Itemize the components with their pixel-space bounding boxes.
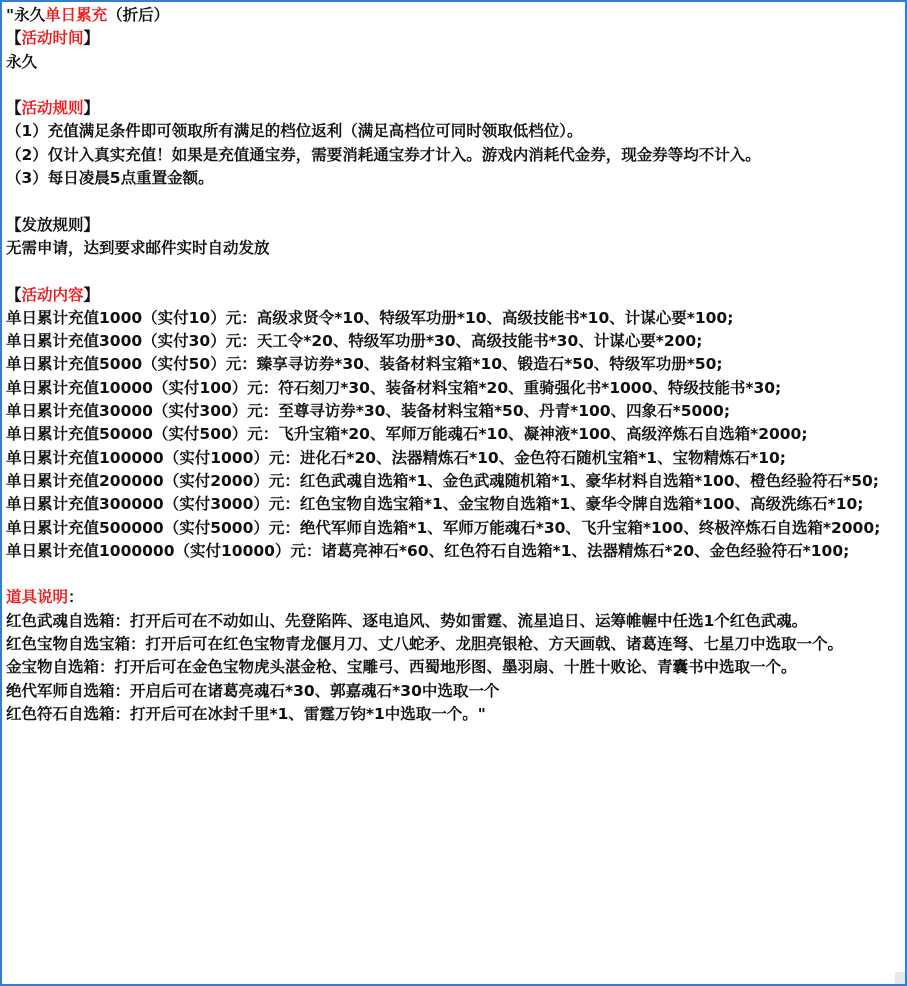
tier-line: 单日累计充值500000（实付5000）元：绝代军师自选箱*1、军师万能魂石*30、飞升宝箱*100、终极淬炼石自选箱*2000;: [6, 518, 881, 537]
bracket-open: 【: [6, 29, 22, 48]
tier-line: 单日累计充值1000（实付10）元：高级求贤令*10、特级军功册*10、高级技能书*10、计谋心要*100;: [6, 308, 734, 327]
content-heading: [6, 284, 896, 307]
rules-heading: [6, 97, 896, 120]
spacer: [6, 260, 896, 283]
rule-item: （3）每日凌晨5点重置金额。: [6, 169, 214, 188]
content-heading-text: 活动内容: [21, 285, 84, 304]
item-entry: 红色宝物自选宝箱：打开后可在红色宝物青龙偃月刀、丈八蛇矛、龙胆亮银枪、方天画戟、诸葛连弩、七星刀中选取一个。: [6, 635, 844, 654]
time-heading: [6, 27, 896, 50]
tier-line: 单日累计充值300000（实付3000）元：红色宝物自选宝箱*1、金宝物自选箱*1、豪华令牌自选箱*100、高级洗练石*10;: [6, 495, 864, 514]
document-content: [6, 4, 896, 726]
bracket-close: 】: [83, 285, 100, 304]
tier-line: 单日累计充值10000（实付100）元：符石刻刀*30、装备材料宝箱*20、重骑强化书*1000、特级技能书*30;: [6, 378, 782, 397]
time-heading-text: 活动时间: [21, 29, 84, 48]
time-body: 永久: [6, 52, 38, 71]
tier-line: 单日累计充值3000（实付30）元：天工令*20、特级军功册*30、高级技能书*30、计谋心要*200;: [6, 332, 703, 351]
tier-line: 单日累计充值100000（实付1000）元：进化石*20、法器精炼石*10、金色符石随机宝箱*1、宝物精炼石*10;: [6, 448, 786, 467]
tier-line: 单日累计充值5000（实付50）元：臻享寻访券*30、装备材料宝箱*10、锻造石*50、特级军功册*50;: [6, 355, 723, 374]
distribution-heading: 【发放规则】: [6, 215, 100, 234]
items-heading-text: 道具说明: [6, 588, 69, 607]
distribution-body: 无需申请，达到要求邮件实时自动发放: [6, 238, 270, 257]
bracket-open: 【: [6, 99, 22, 118]
tier-line: 单日累计充值1000000（实付10000）元：诸葛亮神石*60、红色符石自选箱*1、法器精炼石*20、金色经验符石*100;: [6, 541, 850, 560]
bracket-open: 【: [6, 285, 22, 304]
rules-heading-text: 活动规则: [21, 99, 84, 118]
item-entry: 金宝物自选箱：打开后可在金色宝物虎头湛金枪、宝雕弓、西蜀地形图、墨羽扇、十胜十败论、青囊书中选取一个。: [6, 658, 797, 677]
tier-line: 单日累计充值200000（实付2000）元：红色武魂自选箱*1、金色武魂随机箱*1、豪华材料自选箱*100、橙色经验符石*50;: [6, 471, 879, 490]
tier-line: 单日累计充值30000（实付300）元：至尊寻访券*30、装备材料宝箱*50、丹青*100、四象石*5000;: [6, 402, 731, 421]
rule-item: （1）充值满足条件即可领取所有满足的档位返利（满足高档位可同时领取低档位）。: [6, 122, 583, 141]
spacer: [6, 74, 896, 97]
item-entry: 红色武魂自选箱：打开后可在不动如山、先登陷阵、逐电追风、势如雷霆、流星追日、运筹帷幄中任选1个红色武魂。: [6, 611, 808, 630]
rule-item: （2）仅计入真实充值！如果是充值通宝券，需要消耗通宝券才计入。游戏内消耗代金券，现金券等均不计入。: [6, 145, 761, 164]
spacer: [6, 190, 896, 213]
tier-line: 单日累计充值50000（实付500）元：飞升宝箱*20、军师万能魂石*10、凝神液*100、高级淬炼石自选箱*2000;: [6, 425, 808, 444]
scrollbar-corner: [895, 972, 905, 984]
bracket-close: 】: [83, 29, 100, 48]
heading-colon: ：: [68, 588, 84, 607]
item-entry: 红色符石自选箱：打开后可在冰封千里*1、雷霆万钧*1中选取一个。": [6, 704, 486, 723]
title-suffix: （折后）: [107, 6, 170, 24]
bracket-close: 】: [83, 99, 100, 118]
document-title: [6, 4, 896, 27]
title-prefix: "永久: [6, 6, 46, 24]
title-highlight: 单日累充: [45, 6, 108, 24]
items-heading: [6, 586, 896, 609]
spacer: [6, 563, 896, 586]
item-entry: 绝代军师自选箱：开启后可在诸葛亮魂石*30、郭嘉魂石*30中选取一个: [6, 681, 500, 700]
